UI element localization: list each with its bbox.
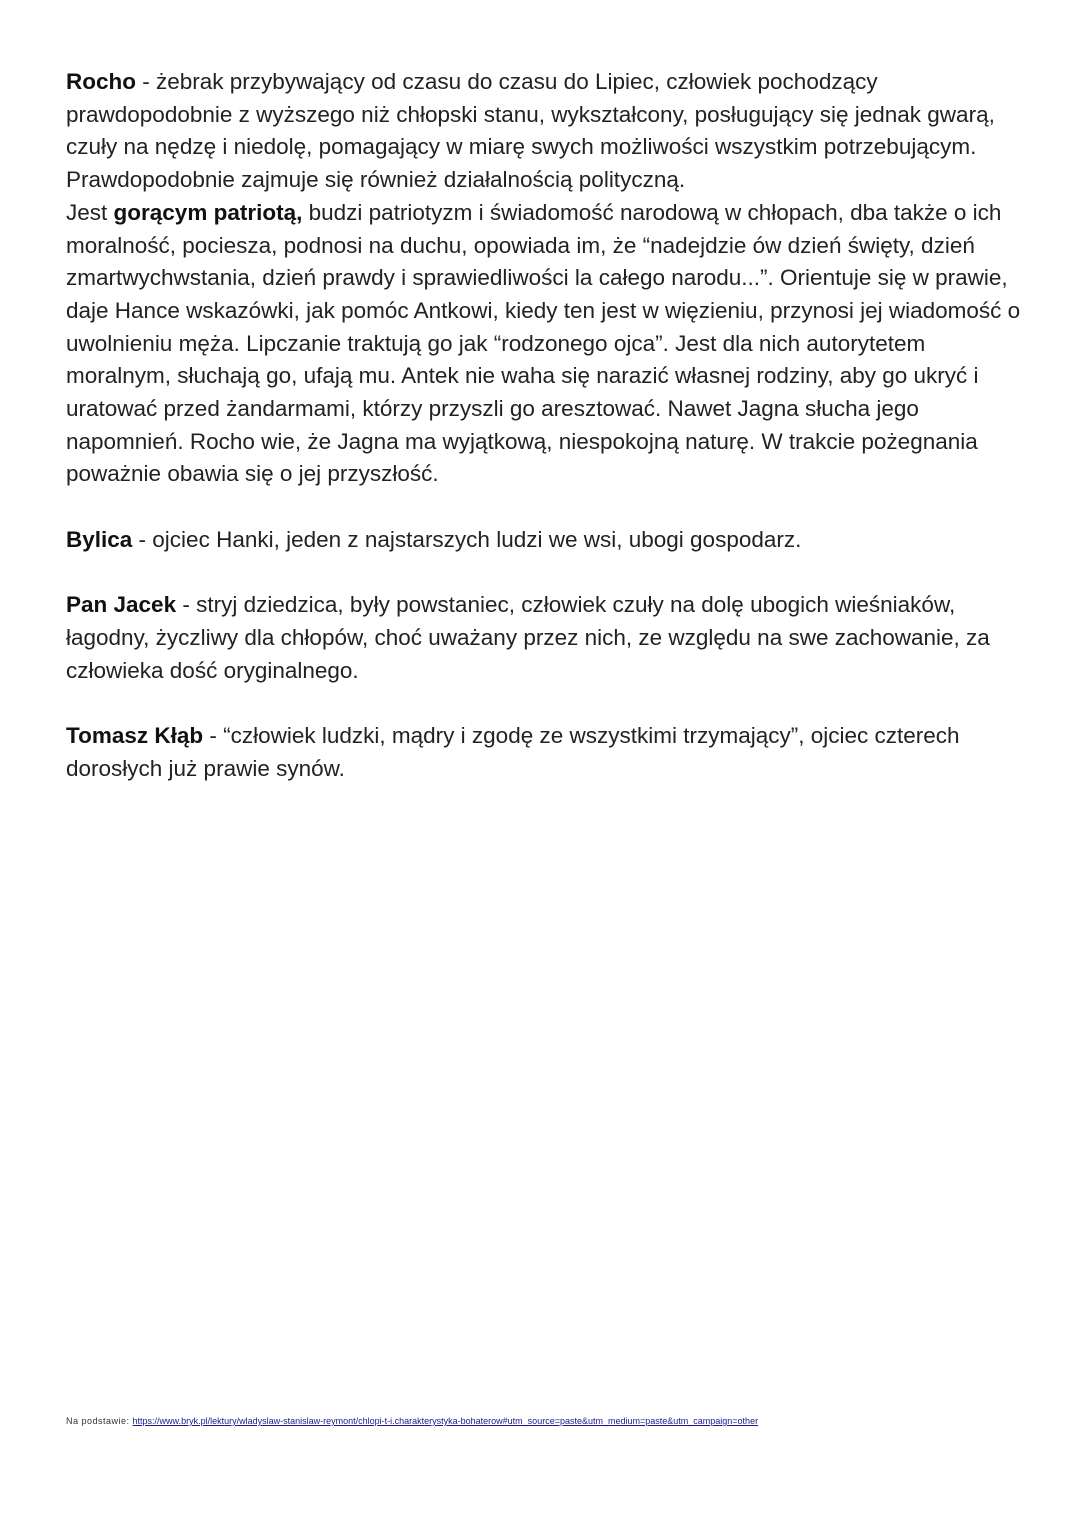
character-name: Tomasz Kłąb	[66, 723, 204, 749]
character-description-continued: budzi patriotyzm i świadomość narodową w chłopach, dba także o ich moralność, pociesza, podnosi na duchu, opowiada im, że “nadejdzie ów dzień święty, dzień zmartwychwstania, dzień prawdy i sprawiedliwości la całego narodu...”. Orientuje się w prawie, daje Hance wskazówki, jak pomóc Antkowi, kiedy ten jest w więzieniu, przynosi jej wiadomość o uwolnieniu męża. Lipczanie traktują go jak “rodzonego ojca”. Jest dla nich autorytetem moralnym, słuchają go, ufają mu. Antek nie waha się narazić własnej rodziny, aby go ukryć i uratować przed żandarmami, którzy przyszli go aresztować. Nawet Jagna słucha jego napomnień. Rocho wie, że Jagna ma wyjątkową, niespokojną naturę. W trakcie pożegnania poważnie obawia się o jej przyszłość.	[66, 199, 1021, 487]
entry-rocho	[66, 66, 1026, 491]
character-description: - “człowiek ludzki, mądry i zgodę ze wszystkimi trzymający”, ojciec czterech dorosłych już prawie synów.	[66, 723, 960, 781]
character-description: - stryj dziedzica, były powstaniec, człowiek czuły na dolę ubogich wieśniaków, łagodny, życzliwy dla chłopów, choć uważany przez nich, ze względu na swe zachowanie, za człowieka dość oryginalnego.	[66, 592, 990, 683]
description-continued: Jest	[66, 199, 114, 225]
entry-pan-jacek	[66, 589, 1026, 687]
source-link[interactable]: https://www.bryk.pl/lektury/wladyslaw-stanislaw-reymont/chlopi-t-i.charakterystyka-bohaterow#utm_source=paste&utm_medium=paste&utm_campaign=other	[132, 1416, 759, 1426]
source-footer	[66, 1415, 1026, 1427]
character-name: Bylica	[66, 526, 133, 552]
source-label: Na podstawie:	[66, 1416, 133, 1426]
character-name: Rocho	[66, 69, 136, 94]
emphasis-text: gorącym patriotą,	[113, 199, 303, 225]
character-description: - ojciec Hanki, jeden z najstarszych ludzi we wsi, ubogi gospodarz.	[132, 526, 802, 552]
entry-tomasz-klab	[66, 720, 1026, 785]
document-body	[66, 66, 1026, 818]
character-description: - żebrak przybywający od czasu do czasu do Lipiec, człowiek pochodzący prawdopodobnie z wyższego niż chłopski stanu, wykształcony, posługujący się jednak gwarą, czuły na nędzę i niedolę, pomagający w miarę swych możliwości wszystkim potrzebującym. Prawdopodobnie zajmuje się również działalnością polityczną.	[66, 69, 995, 193]
character-name: Pan Jacek	[66, 592, 177, 618]
entry-bylica	[66, 524, 1026, 557]
